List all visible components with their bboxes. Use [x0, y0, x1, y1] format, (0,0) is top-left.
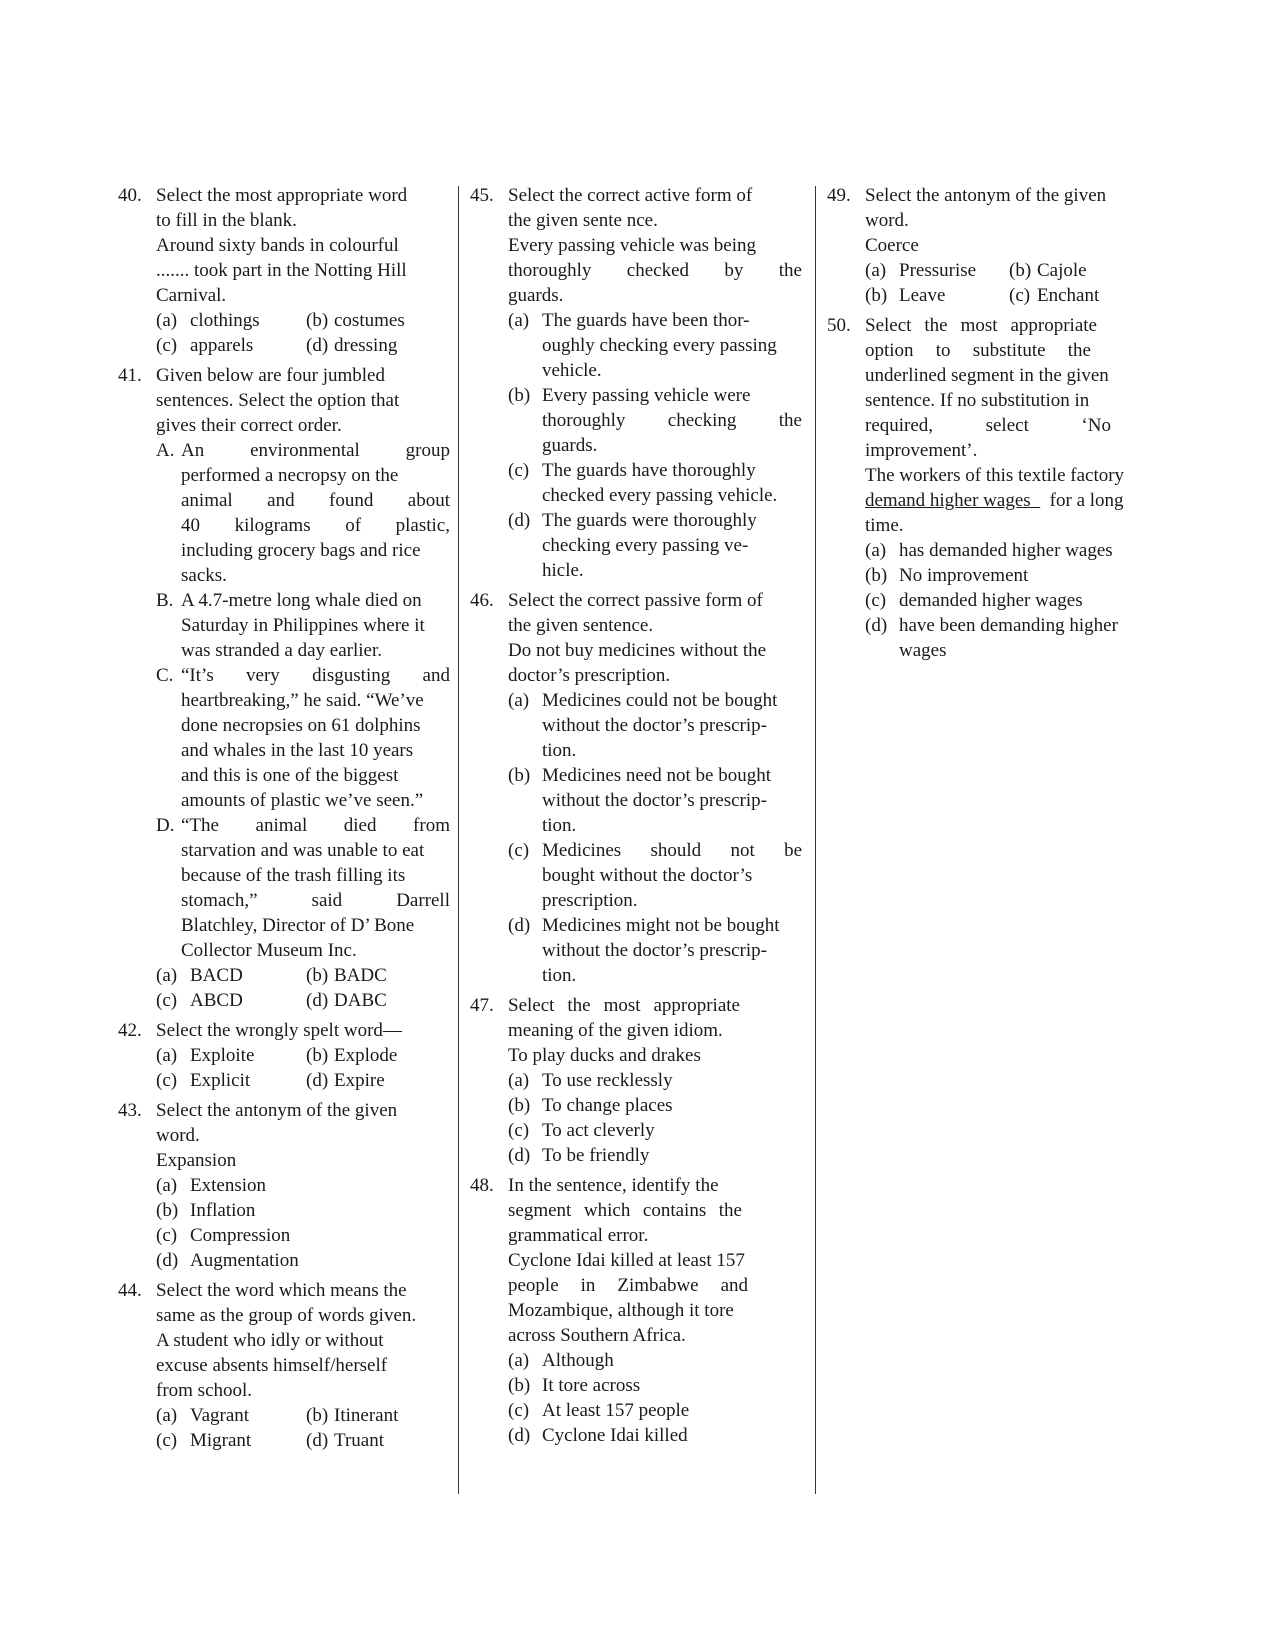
option-c[interactable]: (c) At least 157 people — [508, 1400, 690, 1421]
question-46 — [470, 588, 802, 988]
question-passage: excuse absents himself/herself — [156, 1355, 388, 1376]
question-number: 42. — [118, 1020, 142, 1041]
question-40 — [118, 183, 450, 358]
question-stem: In the sentence, identify the — [508, 1175, 719, 1196]
option-a[interactable]: (a) Medicines could not be bought without the doctor’s prescrip- tion. — [508, 690, 778, 761]
question-stem: Select the antonym of the given — [865, 185, 1107, 206]
sentence-line: An environmental group — [181, 440, 450, 461]
option-c[interactable]: (c) Enchant — [1009, 285, 1100, 306]
column-divider — [458, 186, 459, 1494]
option-a[interactable]: (a) To use recklessly — [508, 1070, 673, 1091]
question-number: 45. — [470, 185, 494, 206]
question-passage: Cyclone Idai killed at least 157 — [508, 1250, 745, 1271]
option-b[interactable]: (b) Every passing vehicle were thoroughly checking the guards. — [508, 385, 802, 456]
question-47 — [470, 993, 802, 1168]
option-a[interactable]: (a) Vagrant — [156, 1405, 250, 1426]
options-grid — [156, 1043, 450, 1093]
option-a[interactable]: (a) Although — [508, 1350, 614, 1371]
underlined-segment: demand higher wages — [865, 490, 1031, 511]
option-d[interactable]: (d) DABC — [306, 990, 387, 1011]
column-3 — [827, 183, 1159, 668]
question-stem: grammatical error. — [508, 1225, 649, 1246]
question-passage: demand higher wages for a long — [865, 490, 1124, 511]
question-stem: sentences. Select the option that — [156, 390, 400, 411]
sentence-line: stomach,” said Darrell — [181, 890, 450, 911]
question-48 — [470, 1173, 802, 1448]
question-passage: Every passing vehicle was being — [508, 235, 756, 256]
column-2 — [470, 183, 802, 1453]
question-stem: Select the antonym of the given — [156, 1100, 398, 1121]
question-stem: gives their correct order. — [156, 415, 342, 436]
sentence-line: “It’s very disgusting and — [181, 665, 450, 686]
question-41 — [118, 363, 450, 1013]
question-stem: same as the group of words given. — [156, 1305, 417, 1326]
question-number: 47. — [470, 995, 494, 1016]
jumbled-sentence-d: D. “The animal died from starvation and was unable to eat because of the trash filling its stomach,” said Darrell Blatchley, Director of D’ Bone Collector Museum Inc. — [156, 815, 450, 961]
question-passage: across Southern Africa. — [508, 1325, 686, 1346]
question-passage: The workers of this textile factory — [865, 465, 1125, 486]
question-stem: underlined segment in the given — [865, 365, 1109, 386]
option-c[interactable]: (c) To act cleverly — [508, 1120, 655, 1141]
option-b[interactable]: (b) Itinerant — [306, 1405, 399, 1426]
sentence-line: 40 kilograms of plastic, — [181, 515, 450, 536]
question-stem: Select the most appropriate — [865, 315, 1097, 336]
sentence-line: animal and found about — [181, 490, 450, 511]
question-number: 41. — [118, 365, 142, 386]
options-grid — [865, 258, 1159, 308]
option-c[interactable]: (c) Compression — [156, 1225, 291, 1246]
question-passage: Around sixty bands in colourful — [156, 235, 399, 256]
option-d[interactable]: (d) Augmentation — [156, 1250, 299, 1271]
question-stem: the given sentence. — [508, 615, 654, 636]
sentence-line: “The animal died from — [181, 815, 450, 836]
question-passage: Expansion — [156, 1150, 237, 1171]
question-50 — [827, 313, 1159, 663]
question-49 — [827, 183, 1159, 308]
question-passage: To play ducks and drakes — [508, 1045, 701, 1066]
column-divider — [815, 186, 816, 1494]
question-stem: improvement’. — [865, 440, 978, 461]
question-passage: doctor’s prescription. — [508, 665, 671, 686]
question-passage: thoroughly checked by the — [508, 260, 802, 281]
option-d[interactable]: (d) The guards were thoroughly checking every passing ve- hicle. — [508, 510, 757, 581]
option-d[interactable]: (d) Expire — [306, 1070, 385, 1091]
option-d[interactable]: (d) Medicines might not be bought without the doctor’s prescrip- tion. — [508, 915, 780, 986]
jumbled-sentence-c: C. “It’s very disgusting and heartbreaking,” he said. “We’ve done necropsies on 61 dolphins and whales in the last 10 years and this is one of the biggest amounts of plastic we’ve seen.” — [156, 665, 450, 811]
option-d[interactable]: (d) have been demanding higher wages — [865, 615, 1118, 661]
question-stem: to fill in the blank. — [156, 210, 297, 231]
option-c[interactable]: (c) apparels — [156, 335, 254, 356]
options-grid — [156, 1403, 450, 1453]
question-number: 44. — [118, 1280, 142, 1301]
option-c[interactable]: (c) The guards have thoroughly checked every passing vehicle. — [508, 460, 778, 506]
question-number: 48. — [470, 1175, 494, 1196]
question-passage: A student who idly or without — [156, 1330, 384, 1351]
question-passage: Mozambique, although it tore — [508, 1300, 734, 1321]
question-stem: Select the most appropriate — [508, 995, 740, 1016]
question-stem: Select the most appropriate word — [156, 185, 408, 206]
question-number: 46. — [470, 590, 494, 611]
option-b-second[interactable]: (b) Leave — [865, 285, 946, 306]
question-number: 43. — [118, 1100, 142, 1121]
question-43 — [118, 1098, 450, 1273]
option-c[interactable]: (c) Explicit — [156, 1070, 251, 1091]
question-passage: Carnival. — [156, 285, 227, 306]
option-c[interactable]: (c) ABCD — [156, 990, 243, 1011]
option-b[interactable]: (b) costumes — [306, 310, 405, 331]
option-a[interactable]: (a) The guards have been thor- oughly checking every passing vehicle. — [508, 310, 777, 381]
option-b[interactable]: (b) Explode — [306, 1045, 398, 1066]
option-c[interactable]: (c) Medicines should not be bought without the doctor’s prescription. — [508, 840, 802, 911]
option-b[interactable]: (b) Medicines need not be bought without the doctor’s prescrip- tion. — [508, 765, 772, 836]
option-a[interactable]: (a) Pressurise — [865, 260, 977, 281]
question-passage: ....... took part in the Notting Hill — [156, 260, 407, 281]
question-stem: segment which contains the — [508, 1200, 742, 1221]
question-stem: sentence. If no substitution in — [865, 390, 1090, 411]
question-stem: Select the correct active form of — [508, 185, 753, 206]
question-stem: required, select ‘No — [865, 415, 1111, 436]
jumbled-sentence-a: A. An environmental group performed a necropsy on the animal and found about 40 kilograms of plastic, including grocery bags and rice sacks. — [156, 440, 450, 586]
option-d[interactable]: (d) dressing — [306, 335, 398, 356]
option-b[interactable]: (b) No improvement — [865, 565, 1029, 586]
question-passage: guards. — [508, 285, 564, 306]
option-b[interactable]: (b) Inflation — [156, 1200, 256, 1221]
option-a[interactable]: (a) has demanded higher wages — [865, 540, 1113, 561]
option-b[interactable]: (b) BADC — [306, 965, 387, 986]
option-c[interactable]: (c) Migrant — [156, 1430, 252, 1451]
question-45 — [470, 183, 802, 583]
question-stem: word. — [865, 210, 909, 231]
question-stem: Select the word which means the — [156, 1280, 407, 1301]
question-stem: meaning of the given idiom. — [508, 1020, 723, 1041]
question-number: 50. — [827, 315, 851, 336]
question-passage: people in Zimbabwe and — [508, 1275, 748, 1296]
question-passage: from school. — [156, 1380, 253, 1401]
question-number: 49. — [827, 185, 851, 206]
jumbled-sentence-b: B. A 4.7-metre long whale died on Saturday in Philippines where it was stranded a day earlier. — [156, 590, 425, 661]
options-grid — [156, 963, 450, 1013]
question-stem: the given sente nce. — [508, 210, 658, 231]
option-a[interactable]: (a) Extension — [156, 1175, 266, 1196]
option-b[interactable]: (b) To change places — [508, 1095, 673, 1116]
option-a[interactable]: (a) clothings — [156, 310, 260, 331]
question-44 — [118, 1278, 450, 1453]
options-grid — [156, 308, 450, 358]
question-42 — [118, 1018, 450, 1093]
question-stem: word. — [156, 1125, 200, 1146]
question-stem: Select the wrongly spelt word— — [156, 1020, 402, 1041]
column-1 — [118, 183, 450, 1458]
option-b[interactable]: (b) It tore across — [508, 1375, 641, 1396]
option-d[interactable]: (d) Truant — [306, 1430, 384, 1451]
option-d[interactable]: (d) To be friendly — [508, 1145, 650, 1166]
option-b[interactable]: (b) Cajole — [1009, 260, 1087, 281]
option-a[interactable]: (a) BACD — [156, 965, 243, 986]
question-number: 40. — [118, 185, 142, 206]
question-stem: option to substitute the — [865, 340, 1091, 361]
question-passage: Coerce — [865, 235, 919, 256]
question-stem: Given below are four jumbled — [156, 365, 385, 386]
option-c[interactable]: (c) demanded higher wages — [865, 590, 1083, 611]
question-passage: time. — [865, 515, 904, 536]
option-d[interactable]: (d) Cyclone Idai killed — [508, 1425, 688, 1446]
question-stem: Select the correct passive form of — [508, 590, 763, 611]
question-passage: Do not buy medicines without the — [508, 640, 767, 661]
option-a[interactable]: (a) Exploite — [156, 1045, 255, 1066]
